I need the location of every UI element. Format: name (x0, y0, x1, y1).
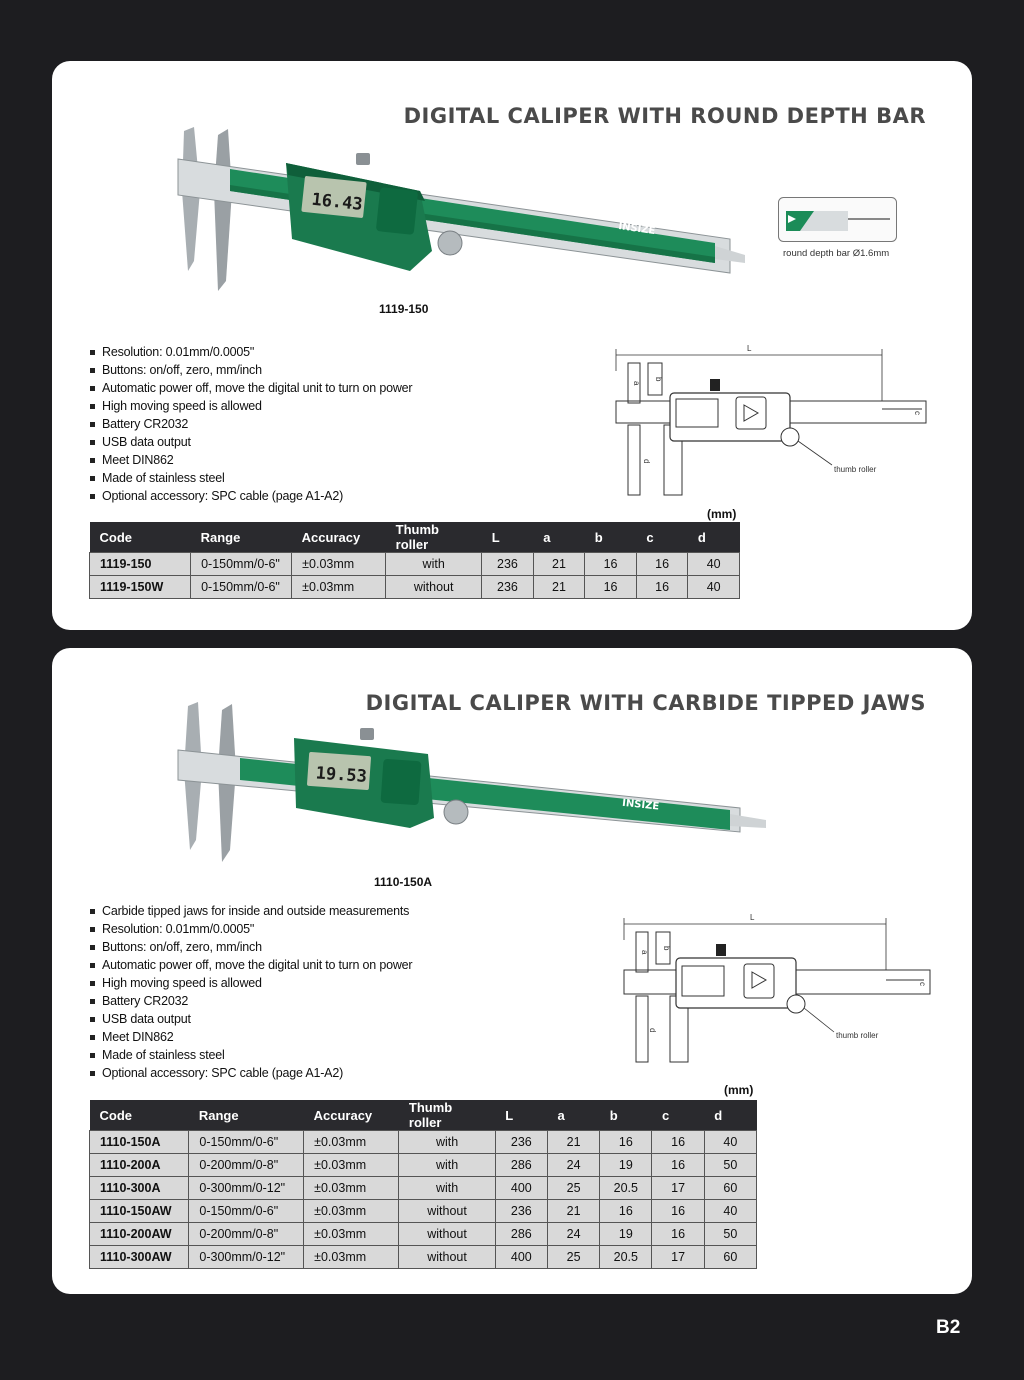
table-row (90, 1154, 757, 1177)
table-cell: 286 (495, 1154, 547, 1177)
feature-item: Carbide tipped jaws for inside and outside measurements (90, 902, 412, 920)
feature-item: Made of stainless steel (90, 469, 412, 487)
table-cell: 236 (495, 1131, 547, 1154)
dim-d-label: d (648, 1028, 657, 1033)
table-row (90, 1246, 757, 1269)
table-cell: 19 (600, 1223, 652, 1246)
table-cell: 21 (533, 576, 585, 599)
table-cell: 17 (652, 1177, 704, 1200)
display-reading: 19.53 (315, 763, 368, 787)
brand-logo: INSIZE (617, 221, 656, 238)
column-header: Thumb roller (386, 522, 482, 553)
table-cell: 50 (704, 1154, 756, 1177)
feature-item: Made of stainless steel (90, 1046, 412, 1064)
depth-bar-inset-image (778, 197, 898, 247)
table-cell: 25 (547, 1246, 599, 1269)
table-cell: 0-150mm/0-6" (189, 1200, 304, 1223)
table-cell: 40 (704, 1131, 756, 1154)
table-cell: 0-150mm/0-6" (191, 553, 292, 576)
column-header: L (482, 522, 534, 553)
product-code-cell: 1110-150AW (90, 1200, 189, 1223)
product-code-cell: 1110-300A (90, 1177, 189, 1200)
caliper-photo (170, 700, 770, 870)
table-cell: 0-300mm/0-12" (189, 1177, 304, 1200)
dim-c-label: c (918, 982, 927, 986)
table-cell: 16 (600, 1131, 652, 1154)
page-number: B2 (936, 1317, 961, 1338)
column-header: a (533, 522, 585, 553)
table-cell: 16 (652, 1200, 704, 1223)
column-header: Thumb roller (399, 1100, 495, 1131)
feature-item: USB data output (90, 433, 412, 451)
product-code-cell: 1110-200AW (90, 1223, 189, 1246)
dim-d-label: d (642, 459, 651, 464)
model-label: 1119-150 (379, 302, 429, 316)
depth-bar-inset (778, 197, 898, 252)
table-cell: 16 (585, 576, 637, 599)
column-header: Accuracy (292, 522, 386, 553)
column-header: Code (90, 1100, 189, 1131)
thumb-roller-label: thumb roller (834, 465, 877, 474)
caliper-dimension-diagram (612, 910, 932, 1070)
column-header: c (652, 1100, 704, 1131)
feature-item: Optional accessory: SPC cable (page A1-A2) (90, 487, 412, 505)
table-cell: 16 (600, 1200, 652, 1223)
feature-item: Buttons: on/off, zero, mm/inch (90, 361, 412, 379)
column-header: d (704, 1100, 756, 1131)
table-header-row (90, 1100, 757, 1131)
table-row (90, 576, 740, 599)
table-cell: 16 (652, 1223, 704, 1246)
table-cell: 19 (600, 1154, 652, 1177)
table-cell: ±0.03mm (304, 1200, 399, 1223)
column-header: b (585, 522, 637, 553)
table-cell: ±0.03mm (304, 1246, 399, 1269)
table-row (90, 1223, 757, 1246)
depth-bar-label: round depth bar Ø1.6mm (783, 248, 890, 259)
product-card-round-depth-bar (52, 61, 972, 630)
dim-L-label: L (747, 344, 752, 353)
product-title: DIGITAL CALIPER WITH CARBIDE TIPPED JAWS (365, 691, 926, 715)
dim-b-label: b (654, 377, 663, 382)
table-row (90, 1177, 757, 1200)
dim-L-label: L (750, 913, 755, 922)
dim-a-label: a (640, 950, 649, 955)
feature-list (90, 343, 412, 505)
display-reading: 16.43 (310, 189, 364, 215)
feature-item: High moving speed is allowed (90, 397, 412, 415)
table-cell: 24 (547, 1223, 599, 1246)
spec-table (89, 522, 740, 599)
table-cell: 286 (495, 1223, 547, 1246)
model-label: 1110-150A (374, 875, 433, 889)
feature-item: Automatic power off, move the digital unit to turn on power (90, 379, 412, 397)
table-cell: 60 (704, 1246, 756, 1269)
feature-item: Battery CR2032 (90, 415, 412, 433)
column-header: Range (191, 522, 292, 553)
column-header: Range (189, 1100, 304, 1131)
table-cell: without (386, 576, 482, 599)
table-cell: 60 (704, 1177, 756, 1200)
dim-c-label: c (913, 411, 922, 415)
table-cell: 0-150mm/0-6" (189, 1131, 304, 1154)
table-cell: 24 (547, 1154, 599, 1177)
product-code-cell: 1119-150W (90, 576, 191, 599)
table-cell: 25 (547, 1177, 599, 1200)
column-header: Accuracy (304, 1100, 399, 1131)
thumb-roller-label: thumb roller (836, 1031, 879, 1040)
table-cell: 16 (636, 576, 688, 599)
table-cell: 236 (482, 553, 534, 576)
unit-label: (mm) (724, 1083, 754, 1097)
feature-item: Resolution: 0.01mm/0.0005" (90, 920, 412, 938)
table-cell: without (399, 1246, 495, 1269)
product-title: DIGITAL CALIPER WITH ROUND DEPTH BAR (403, 104, 926, 128)
feature-item: Meet DIN862 (90, 1028, 412, 1046)
feature-item: High moving speed is allowed (90, 974, 412, 992)
table-cell: 40 (688, 553, 740, 576)
table-cell: 50 (704, 1223, 756, 1246)
caliper-dimension-diagram (612, 341, 932, 501)
table-cell: 16 (636, 553, 688, 576)
column-header: d (688, 522, 740, 553)
table-cell: without (399, 1223, 495, 1246)
feature-item: Buttons: on/off, zero, mm/inch (90, 938, 412, 956)
table-cell: 236 (495, 1200, 547, 1223)
table-cell: without (399, 1200, 495, 1223)
dim-a-label: a (632, 381, 641, 386)
unit-label: (mm) (707, 507, 737, 521)
feature-item: Battery CR2032 (90, 992, 412, 1010)
product-code-cell: 1119-150 (90, 553, 191, 576)
column-header: c (636, 522, 688, 553)
table-cell: 400 (495, 1246, 547, 1269)
feature-item: Resolution: 0.01mm/0.0005" (90, 343, 412, 361)
table-cell: ±0.03mm (304, 1177, 399, 1200)
table-cell: 21 (547, 1131, 599, 1154)
table-cell: ±0.03mm (292, 553, 386, 576)
table-cell: 21 (547, 1200, 599, 1223)
spec-table (89, 1100, 757, 1269)
table-cell: 0-200mm/0-8" (189, 1223, 304, 1246)
table-row (90, 1131, 757, 1154)
caliper-photo (170, 121, 760, 296)
brand-logo: INSIZE (621, 797, 660, 813)
table-row (90, 1200, 757, 1223)
feature-item: USB data output (90, 1010, 412, 1028)
table-cell: 236 (482, 576, 534, 599)
table-cell: 21 (533, 553, 585, 576)
table-cell: 20.5 (600, 1177, 652, 1200)
feature-item: Automatic power off, move the digital unit to turn on power (90, 956, 412, 974)
feature-item: Optional accessory: SPC cable (page A1-A2) (90, 1064, 412, 1082)
table-cell: with (399, 1154, 495, 1177)
feature-list (90, 902, 412, 1082)
product-code-cell: 1110-150A (90, 1131, 189, 1154)
table-cell: ±0.03mm (304, 1223, 399, 1246)
table-cell: with (399, 1177, 495, 1200)
table-cell: ±0.03mm (292, 576, 386, 599)
table-cell: 0-200mm/0-8" (189, 1154, 304, 1177)
column-header: L (495, 1100, 547, 1131)
table-cell: 16 (652, 1131, 704, 1154)
table-cell: ±0.03mm (304, 1154, 399, 1177)
table-cell: 17 (652, 1246, 704, 1269)
product-card-carbide-tipped-jaws (52, 648, 972, 1294)
table-cell: 40 (704, 1200, 756, 1223)
column-header: Code (90, 522, 191, 553)
table-cell: 40 (688, 576, 740, 599)
column-header: a (547, 1100, 599, 1131)
table-cell: ±0.03mm (304, 1131, 399, 1154)
table-cell: 0-300mm/0-12" (189, 1246, 304, 1269)
table-header-row (90, 522, 740, 553)
feature-item: Meet DIN862 (90, 451, 412, 469)
table-cell: with (399, 1131, 495, 1154)
dim-b-label: b (662, 946, 671, 951)
table-cell: 16 (585, 553, 637, 576)
product-code-cell: 1110-300AW (90, 1246, 189, 1269)
table-cell: 0-150mm/0-6" (191, 576, 292, 599)
column-header: b (600, 1100, 652, 1131)
table-cell: with (386, 553, 482, 576)
table-cell: 16 (652, 1154, 704, 1177)
table-cell: 400 (495, 1177, 547, 1200)
product-code-cell: 1110-200A (90, 1154, 189, 1177)
table-row (90, 553, 740, 576)
table-cell: 20.5 (600, 1246, 652, 1269)
